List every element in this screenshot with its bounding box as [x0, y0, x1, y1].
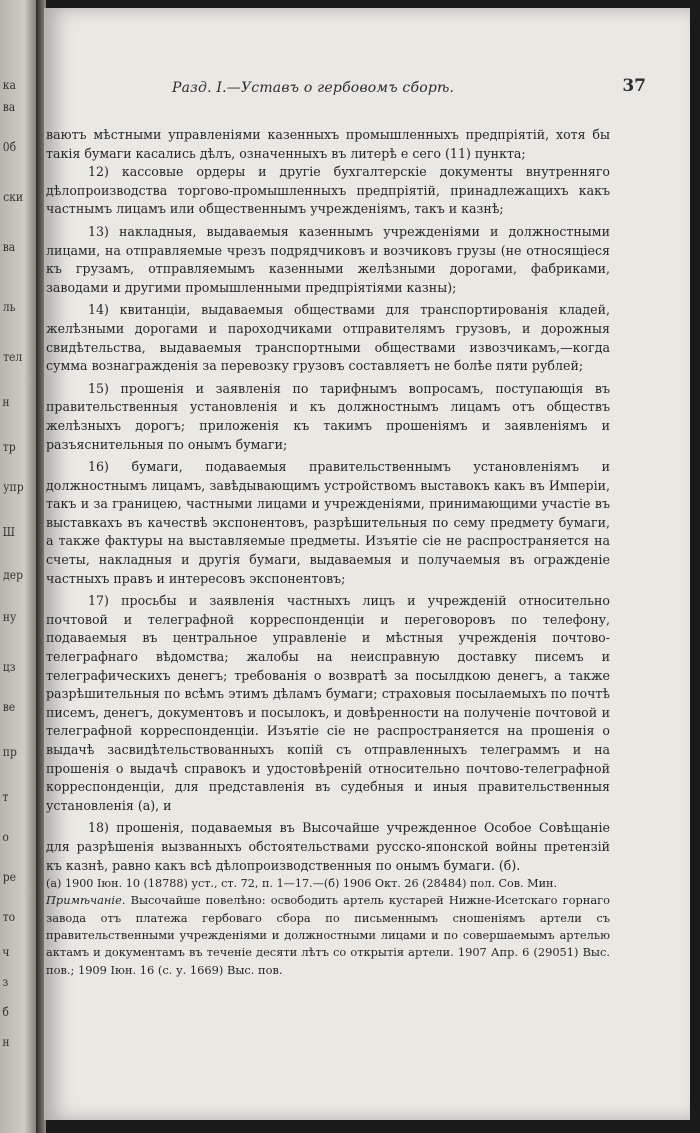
paragraph-item-14: 14) квитанціи, выдаваемыя обществами для транспортированія кладей, желѣзными дорогами и пароходчиками отправителямъ грузовъ, и дорожныя свидѣтельства, выдаваемыя транспортными обществами извозчикамъ,—когда сумма вознагражденія за перевозку грузовъ составляетъ не болѣе пяти рублей;	[46, 302, 610, 374]
left-page-fragment: Ш	[2, 525, 16, 539]
left-page-fragment: цз	[2, 660, 16, 674]
paragraph-item-16: 16) бумаги, подаваемыя правительственнымъ установленіямъ и должностнымъ лицамъ, завѣдывающимъ устройствомъ выставокъ какъ въ Имперіи, такъ и за границею, частными лицами и учрежденіями, принимающими участіе въ выставкахъ въ качествѣ экспонентовъ, разрѣшительныя по сему предмету бумаги, а также фактуры на выставляемые предметы. Изъятіе сіе не распространяется на счеты, накладныя и другія бумаги, выдаваемыя и получаемыя въ огражденіе частныхъ правъ и интересовъ экспонентовъ;	[46, 459, 610, 586]
left-page-fragment: то	[2, 910, 16, 924]
left-page-fragment: ски	[3, 190, 24, 204]
left-page-fragment: т	[2, 790, 9, 804]
note-label: Примѣчаніе.	[46, 893, 126, 908]
page-body	[46, 126, 610, 979]
page-number: 37	[622, 76, 646, 96]
left-page-fragment: н	[2, 1035, 10, 1049]
left-page-fragment: ка	[2, 78, 16, 92]
left-page-fragment: тр	[2, 440, 16, 454]
left-page-fragment: ну	[2, 610, 17, 624]
paragraph-item-12: 12) кассовые ордеры и другіе бухгалтерскіе документы внутренняго дѣлопроизводства торгово-промышленныхъ предпріятій, принадлежащихъ какъ частнымъ лицамъ или общественнымъ учрежденіямъ, такъ и казнѣ;	[46, 164, 610, 217]
note-text: Высочайше повелѣно: освободить артель кустарей Нижне-Исетскаго горнаго завода отъ платежа гербоваго сбора по письменнымъ сношеніямъ артели съ правительственными учрежденіями и должностными лицами и по совершаемымъ артелью актамъ и документамъ въ теченіе десяти лѣтъ со открытія артели. 1907 Апр. 6 (29051) Выс. пов.; 1909 Іюн. 16 (с. у. 1669) Выс. пов.	[46, 893, 610, 977]
left-page-fragment: пр	[2, 745, 17, 759]
note	[46, 892, 610, 979]
left-page-fragment: о	[2, 830, 9, 844]
left-page-fragment: тел	[3, 350, 23, 364]
left-page-fragment: б	[2, 1005, 9, 1019]
left-page-fragment: 0б	[2, 140, 17, 154]
running-header	[44, 76, 690, 100]
footnote: (а) 1900 Іюн. 10 (18788) уст., ст. 72, п. 1—17.—(б) 1906 Окт. 26 (28484) пол. Сов. Мин.	[46, 877, 558, 891]
left-page-fragment: н	[2, 395, 10, 409]
paragraph-continuation: ваютъ мѣстными управленіями казенныхъ промышленныхъ предпріятій, хотя бы такія бумаги касались дѣлъ, означенныхъ въ литерѣ е сего (11) пункта;	[46, 127, 610, 161]
paragraph-item-18: 18) прошенія, подаваемыя въ Высочайше учрежденное Особое Совѣщаніе для разрѣшенія вызванныхъ обстоятельствами русско-японской войны претензій къ казнѣ, равно какъ всѣ дѣлопроизводственныя по онымъ бумаги. (б).	[46, 820, 610, 873]
paragraph-item-13: 13) накладныя, выдаваемыя казеннымъ учрежденіями и должностными лицами, на отправляемые чрезъ подрядчиковъ и возчиковъ грузы (не относящіеся къ грузамъ, отправляемымъ казенными желѣзными дорогами, фабриками, заводами и другими промышленными предпріятіями казны);	[46, 223, 610, 295]
left-page-fragment: упр	[3, 480, 24, 494]
left-page-fragment: ва	[2, 240, 16, 254]
left-page-fragment: ва	[2, 100, 16, 114]
paragraph-item-15: 15) прошенія и заявленія по тарифнымъ вопросамъ, поступающія въ правительственныя установленія и къ должностнымъ лицамъ отъ обществъ желѣзныхъ дорогъ; приложенія къ такимъ прошеніямъ и заявленіямъ и разъяснительныя по онымъ бумаги;	[46, 380, 610, 452]
left-page-fragment: ч	[2, 945, 10, 959]
left-page-fragment: дер	[3, 568, 24, 582]
running-title: Разд. I.—Уставъ о гербовомъ сборѣ.	[172, 80, 455, 96]
left-page-fragment: з	[2, 975, 9, 989]
left-page-fragment: ль	[2, 300, 16, 314]
left-page-fragment: ре	[2, 870, 17, 884]
left-page-fragment: ве	[2, 700, 16, 714]
book-page	[44, 8, 690, 1120]
paragraph-item-17: 17) просьбы и заявленія частныхъ лицъ и учрежденій относительно почтовой и телеграфной корреспонденціи и переговоровъ по телефону, подаваемыя въ центральное управленіе и мѣстныя учрежденія почтово-телеграфнаго вѣдомства; жалобы на неисправную доставку писемъ и телеграфическихъ денегъ; требованія о возвратѣ за посылдкою денегъ, а также разрѣшительныя по всѣмъ этимъ дѣламъ бумаги; страховыя посылаемыхъ по почтѣ писемъ, денегъ, документовъ и посылокъ, и довѣренности на полученіе почтовой и телеграфной корреспонденціи. Изъятіе сіе не распространяется на прошенія о выдачѣ засвидѣтельствованныхъ копій съ отправленныхъ телеграммъ и на прошенія о выдачѣ справокъ и удостовѣреній относительно почтово-телеграфной корреспонденціи, для представленія въ судебныя и иныя правительственныя установленія (а), и	[46, 593, 610, 813]
left-page-edge	[0, 0, 40, 1133]
